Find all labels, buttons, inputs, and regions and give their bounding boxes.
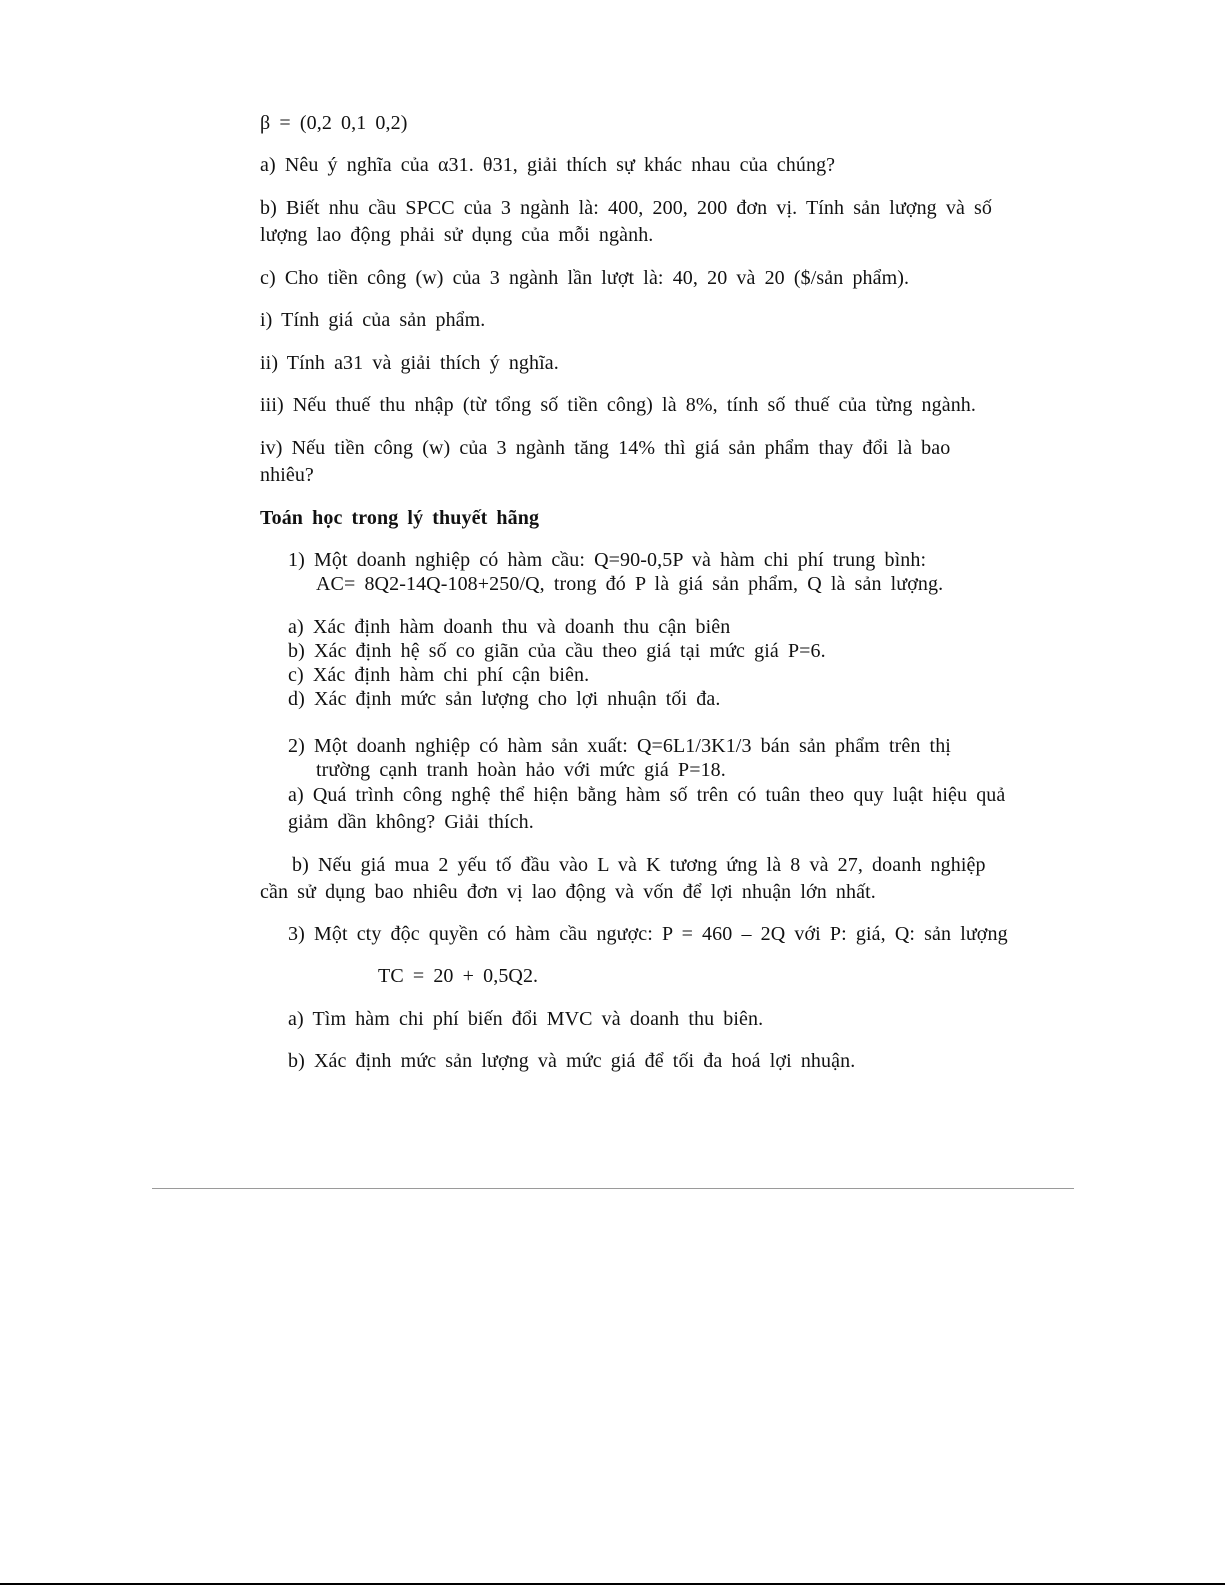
problem-1-b-line: b) Xác định hệ số co giãn của cầu theo giá tại mức giá P=6. (288, 640, 826, 662)
problem-3-cost-line: TC = 20 + 0,5Q2. (378, 965, 539, 987)
question-a-line: a) Nêu ý nghĩa của α31. θ31, giải thích sự khác nhau của chúng? (260, 154, 836, 176)
horizontal-divider (152, 1188, 1074, 1189)
question-c-line: c) Cho tiền công (w) của 3 ngành lần lượt là: 40, 20 và 20 ($/sản phẩm). (260, 267, 910, 289)
problem-3-b-line: b) Xác định mức sản lượng và mức giá để tối đa hoá lợi nhuận. (288, 1050, 856, 1072)
problem-2-a-line-2: giảm dần không? Giải thích. (288, 811, 534, 833)
question-c-i-line: i) Tính giá của sản phẩm. (260, 309, 486, 331)
problem-1-a-line: a) Xác định hàm doanh thu và doanh thu cận biên (288, 616, 731, 638)
problem-1-c-line: c) Xác định hàm chi phí cận biên. (288, 664, 590, 686)
problem-2-line-1: 2) Một doanh nghiệp có hàm sản xuất: Q=6L1/3K1/3 bán sản phẩm trên thị (288, 735, 951, 757)
problem-1-line-1: 1) Một doanh nghiệp có hàm cầu: Q=90-0,5P và hàm chi phí trung bình: (288, 549, 927, 571)
problem-2-a-line-1: a) Quá trình công nghệ thể hiện bằng hàm số trên có tuân theo quy luật hiệu quả (288, 784, 1006, 806)
question-c-ii-line: ii) Tính a31 và giải thích ý nghĩa. (260, 352, 559, 374)
section-heading: Toán học trong lý thuyết hãng (260, 507, 540, 529)
beta-vector-line: β = (0,2 0,1 0,2) (260, 112, 408, 134)
question-c-iv-line-2: nhiêu? (260, 464, 314, 486)
problem-1-line-2: AC= 8Q2-14Q-108+250/Q, trong đó P là giá sản phẩm, Q là sản lượng. (316, 573, 944, 595)
problem-3-line-1: 3) Một cty độc quyền có hàm cầu ngược: P = 460 – 2Q với P: giá, Q: sản lượng (288, 923, 1008, 945)
question-b-line-2: lượng lao động phải sử dụng của mỗi ngành. (260, 224, 654, 246)
question-c-iii-line: iii) Nếu thuế thu nhập (từ tổng số tiền công) là 8%, tính số thuế của từng ngành. (260, 394, 976, 416)
problem-1-d-line: d) Xác định mức sản lượng cho lợi nhuận tối đa. (288, 688, 721, 710)
problem-2-line-2: trường cạnh tranh hoàn hảo với mức giá P=18. (316, 759, 726, 781)
problem-2-b-line-1: b) Nếu giá mua 2 yếu tố đầu vào L và K tương ứng là 8 và 27, doanh nghiệp (292, 854, 986, 876)
question-b-line-1: b) Biết nhu cầu SPCC của 3 ngành là: 400, 200, 200 đơn vị. Tính sản lượng và số (260, 197, 993, 219)
question-c-iv-line-1: iv) Nếu tiền công (w) của 3 ngành tăng 14% thì giá sản phẩm thay đổi là bao (260, 437, 951, 459)
problem-3-a-line: a) Tìm hàm chi phí biến đổi MVC và doanh thu biên. (288, 1008, 764, 1030)
problem-2-b-line-2: cần sử dụng bao nhiêu đơn vị lao động và vốn để lợi nhuận lớn nhất. (260, 881, 876, 903)
